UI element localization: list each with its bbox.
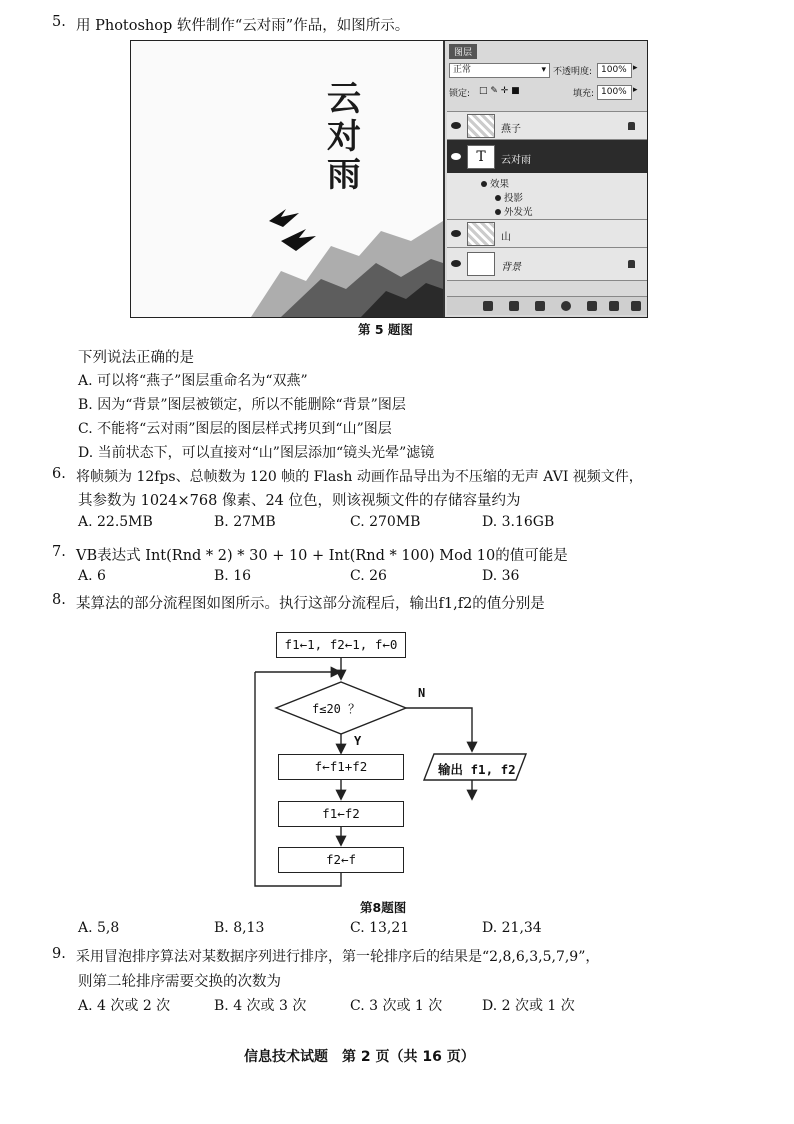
flow-step2-box: f1←f2 bbox=[278, 801, 404, 827]
q8-flowchart bbox=[250, 630, 550, 892]
art-title-char-2: 对 bbox=[327, 117, 361, 157]
page-footer: 信息技术试题 第 2 页（共 16 页） bbox=[244, 1049, 475, 1065]
swallow-icon bbox=[269, 209, 299, 227]
opacity-field[interactable]: 100% bbox=[597, 63, 632, 78]
q6-option-a: A. 22.5MB bbox=[78, 514, 153, 530]
layer-thumbnail bbox=[467, 222, 495, 246]
opacity-label: 不透明度: bbox=[553, 67, 593, 77]
link-icon[interactable] bbox=[483, 301, 493, 311]
q6-option-c: C. 270MB bbox=[350, 514, 421, 530]
q8-option-a: A. 5,8 bbox=[78, 920, 120, 936]
new-layer-icon[interactable] bbox=[609, 301, 619, 311]
eye-icon[interactable] bbox=[451, 230, 461, 237]
q6-number: 6. bbox=[52, 466, 66, 482]
q6-line2: 其参数为 1024×768 像素、24 位色，则该视频文件的存储容量约为 bbox=[78, 493, 521, 509]
layers-tab[interactable]: 图层 bbox=[449, 44, 477, 59]
q9-option-a: A. 4 次或 2 次 bbox=[78, 998, 171, 1014]
layer-name: 云对雨 bbox=[501, 155, 531, 166]
flow-condition: f≤20 ？ bbox=[312, 702, 361, 716]
q8-option-b: B. 8,13 bbox=[214, 920, 265, 936]
trash-icon[interactable] bbox=[631, 301, 641, 311]
q7-option-a: A. 6 bbox=[78, 568, 106, 584]
q5-prompt: 下列说法正确的是 bbox=[78, 350, 194, 366]
folder-icon[interactable] bbox=[587, 301, 597, 311]
layers-panel bbox=[443, 41, 648, 317]
q9-line1: 采用冒泡排序算法对某数据序列进行排序，第一轮排序后的结果是“2,8,6,3,5,7,9”， bbox=[76, 949, 600, 965]
q6-line1: 将帧频为 12fps、总帧数为 120 帧的 Flash 动画作品导出为不压缩的无声 AVI 视频文件， bbox=[76, 469, 643, 485]
eye-icon[interactable] bbox=[495, 209, 501, 215]
lock-icons[interactable]: □ ✎ ✛ ■ bbox=[479, 86, 520, 96]
q9-option-d: D. 2 次或 1 次 bbox=[482, 998, 575, 1014]
q9-option-b: B. 4 次或 3 次 bbox=[214, 998, 307, 1014]
layers-toolbar bbox=[447, 296, 647, 315]
q5-stem: 用 Photoshop 软件制作“云对雨”作品，如图所示。 bbox=[76, 18, 410, 34]
eye-icon[interactable] bbox=[481, 181, 487, 187]
swallow-icon-2 bbox=[281, 229, 316, 251]
q7-option-d: D. 36 bbox=[482, 568, 520, 584]
layer-row-swallow[interactable] bbox=[447, 111, 647, 140]
layer-name: 背景 bbox=[501, 262, 521, 273]
fill-arrow-icon[interactable]: ▸ bbox=[633, 85, 638, 95]
q8-stem: 某算法的部分流程图如图所示。执行这部分流程后，输出f1,f2的值分别是 bbox=[76, 596, 545, 612]
blend-mode-select[interactable] bbox=[449, 63, 550, 78]
lock-icon bbox=[628, 122, 635, 130]
lock-label: 锁定: bbox=[449, 89, 471, 99]
effect-drop-shadow[interactable]: 投影 bbox=[495, 190, 523, 204]
flow-no-label: N bbox=[418, 686, 426, 700]
lock-icon bbox=[628, 260, 635, 268]
q5-option-b: B. 因为“背景”图层被锁定，所以不能删除“背景”图层 bbox=[78, 397, 406, 413]
q5-figure bbox=[130, 40, 648, 318]
q5-option-d: D. 当前状态下，可以直接对“山”图层添加“镜头光晕”滤镜 bbox=[78, 445, 435, 461]
eye-icon[interactable] bbox=[451, 122, 461, 129]
layer-effects bbox=[447, 173, 647, 219]
art-title-char-1: 云 bbox=[327, 79, 361, 119]
fx-icon[interactable] bbox=[509, 301, 519, 311]
flow-yes-label: Y bbox=[354, 734, 362, 748]
q9-number: 9. bbox=[52, 946, 66, 962]
q5-number: 5. bbox=[52, 14, 66, 30]
art-title-char-3: 雨 bbox=[327, 155, 361, 195]
layer-row-title[interactable] bbox=[447, 139, 647, 174]
q5-option-a: A. 可以将“燕子”图层重命名为“双燕” bbox=[78, 373, 308, 389]
q6-option-d: D. 3.16GB bbox=[482, 514, 555, 530]
adjustment-icon[interactable] bbox=[561, 301, 571, 311]
blend-row bbox=[449, 63, 645, 81]
q9-line2: 则第二轮排序需要交换的次数为 bbox=[78, 974, 281, 990]
q8-option-d: D. 21,34 bbox=[482, 920, 542, 936]
fill-field[interactable]: 100% bbox=[597, 85, 632, 100]
layer-thumbnail bbox=[467, 252, 495, 276]
chevron-down-icon: ▾ bbox=[541, 65, 546, 75]
opacity-arrow-icon[interactable]: ▸ bbox=[633, 63, 638, 73]
q5-option-c: C. 不能将“云对雨”图层的图层样式拷贝到“山”图层 bbox=[78, 421, 392, 437]
flow-step3-box: f2←f bbox=[278, 847, 404, 873]
eye-icon[interactable] bbox=[451, 153, 461, 160]
q7-option-c: C. 26 bbox=[350, 568, 387, 584]
eye-icon[interactable] bbox=[495, 195, 501, 201]
effects-header[interactable]: 效果 bbox=[481, 176, 509, 190]
mask-icon[interactable] bbox=[535, 301, 545, 311]
q8-number: 8. bbox=[52, 592, 66, 608]
q7-stem: VB表达式 Int(Rnd * 2) * 30 + 10 + Int(Rnd * 100) Mod 10的值可能是 bbox=[76, 548, 568, 564]
q6-option-b: B. 27MB bbox=[214, 514, 276, 530]
q5-caption: 第 5 题图 bbox=[358, 322, 413, 337]
effect-outer-glow[interactable]: 外发光 bbox=[495, 204, 533, 218]
layer-row-background[interactable] bbox=[447, 247, 647, 281]
q7-option-b: B. 16 bbox=[214, 568, 252, 584]
landscape-illustration bbox=[131, 41, 443, 317]
layer-row-mountain[interactable] bbox=[447, 219, 647, 248]
layer-name: 山 bbox=[501, 232, 511, 243]
layer-name: 燕子 bbox=[501, 124, 521, 135]
flow-init-box: f1←1, f2←1, f←0 bbox=[276, 632, 406, 658]
q9-option-c: C. 3 次或 1 次 bbox=[350, 998, 443, 1014]
lock-row bbox=[449, 85, 645, 103]
fill-label: 填充: bbox=[573, 89, 595, 99]
flow-output-text: 输出 f1, f2 bbox=[438, 762, 516, 777]
artwork-canvas bbox=[131, 41, 443, 317]
text-layer-thumbnail: T bbox=[467, 145, 495, 169]
eye-icon[interactable] bbox=[451, 260, 461, 267]
layer-thumbnail bbox=[467, 114, 495, 138]
blend-mode-value: 正常 bbox=[453, 65, 472, 75]
flow-step1-box: f←f1+f2 bbox=[278, 754, 404, 780]
q8-caption: 第8题图 bbox=[360, 900, 407, 915]
q7-number: 7. bbox=[52, 544, 66, 560]
q8-option-c: C. 13,21 bbox=[350, 920, 410, 936]
